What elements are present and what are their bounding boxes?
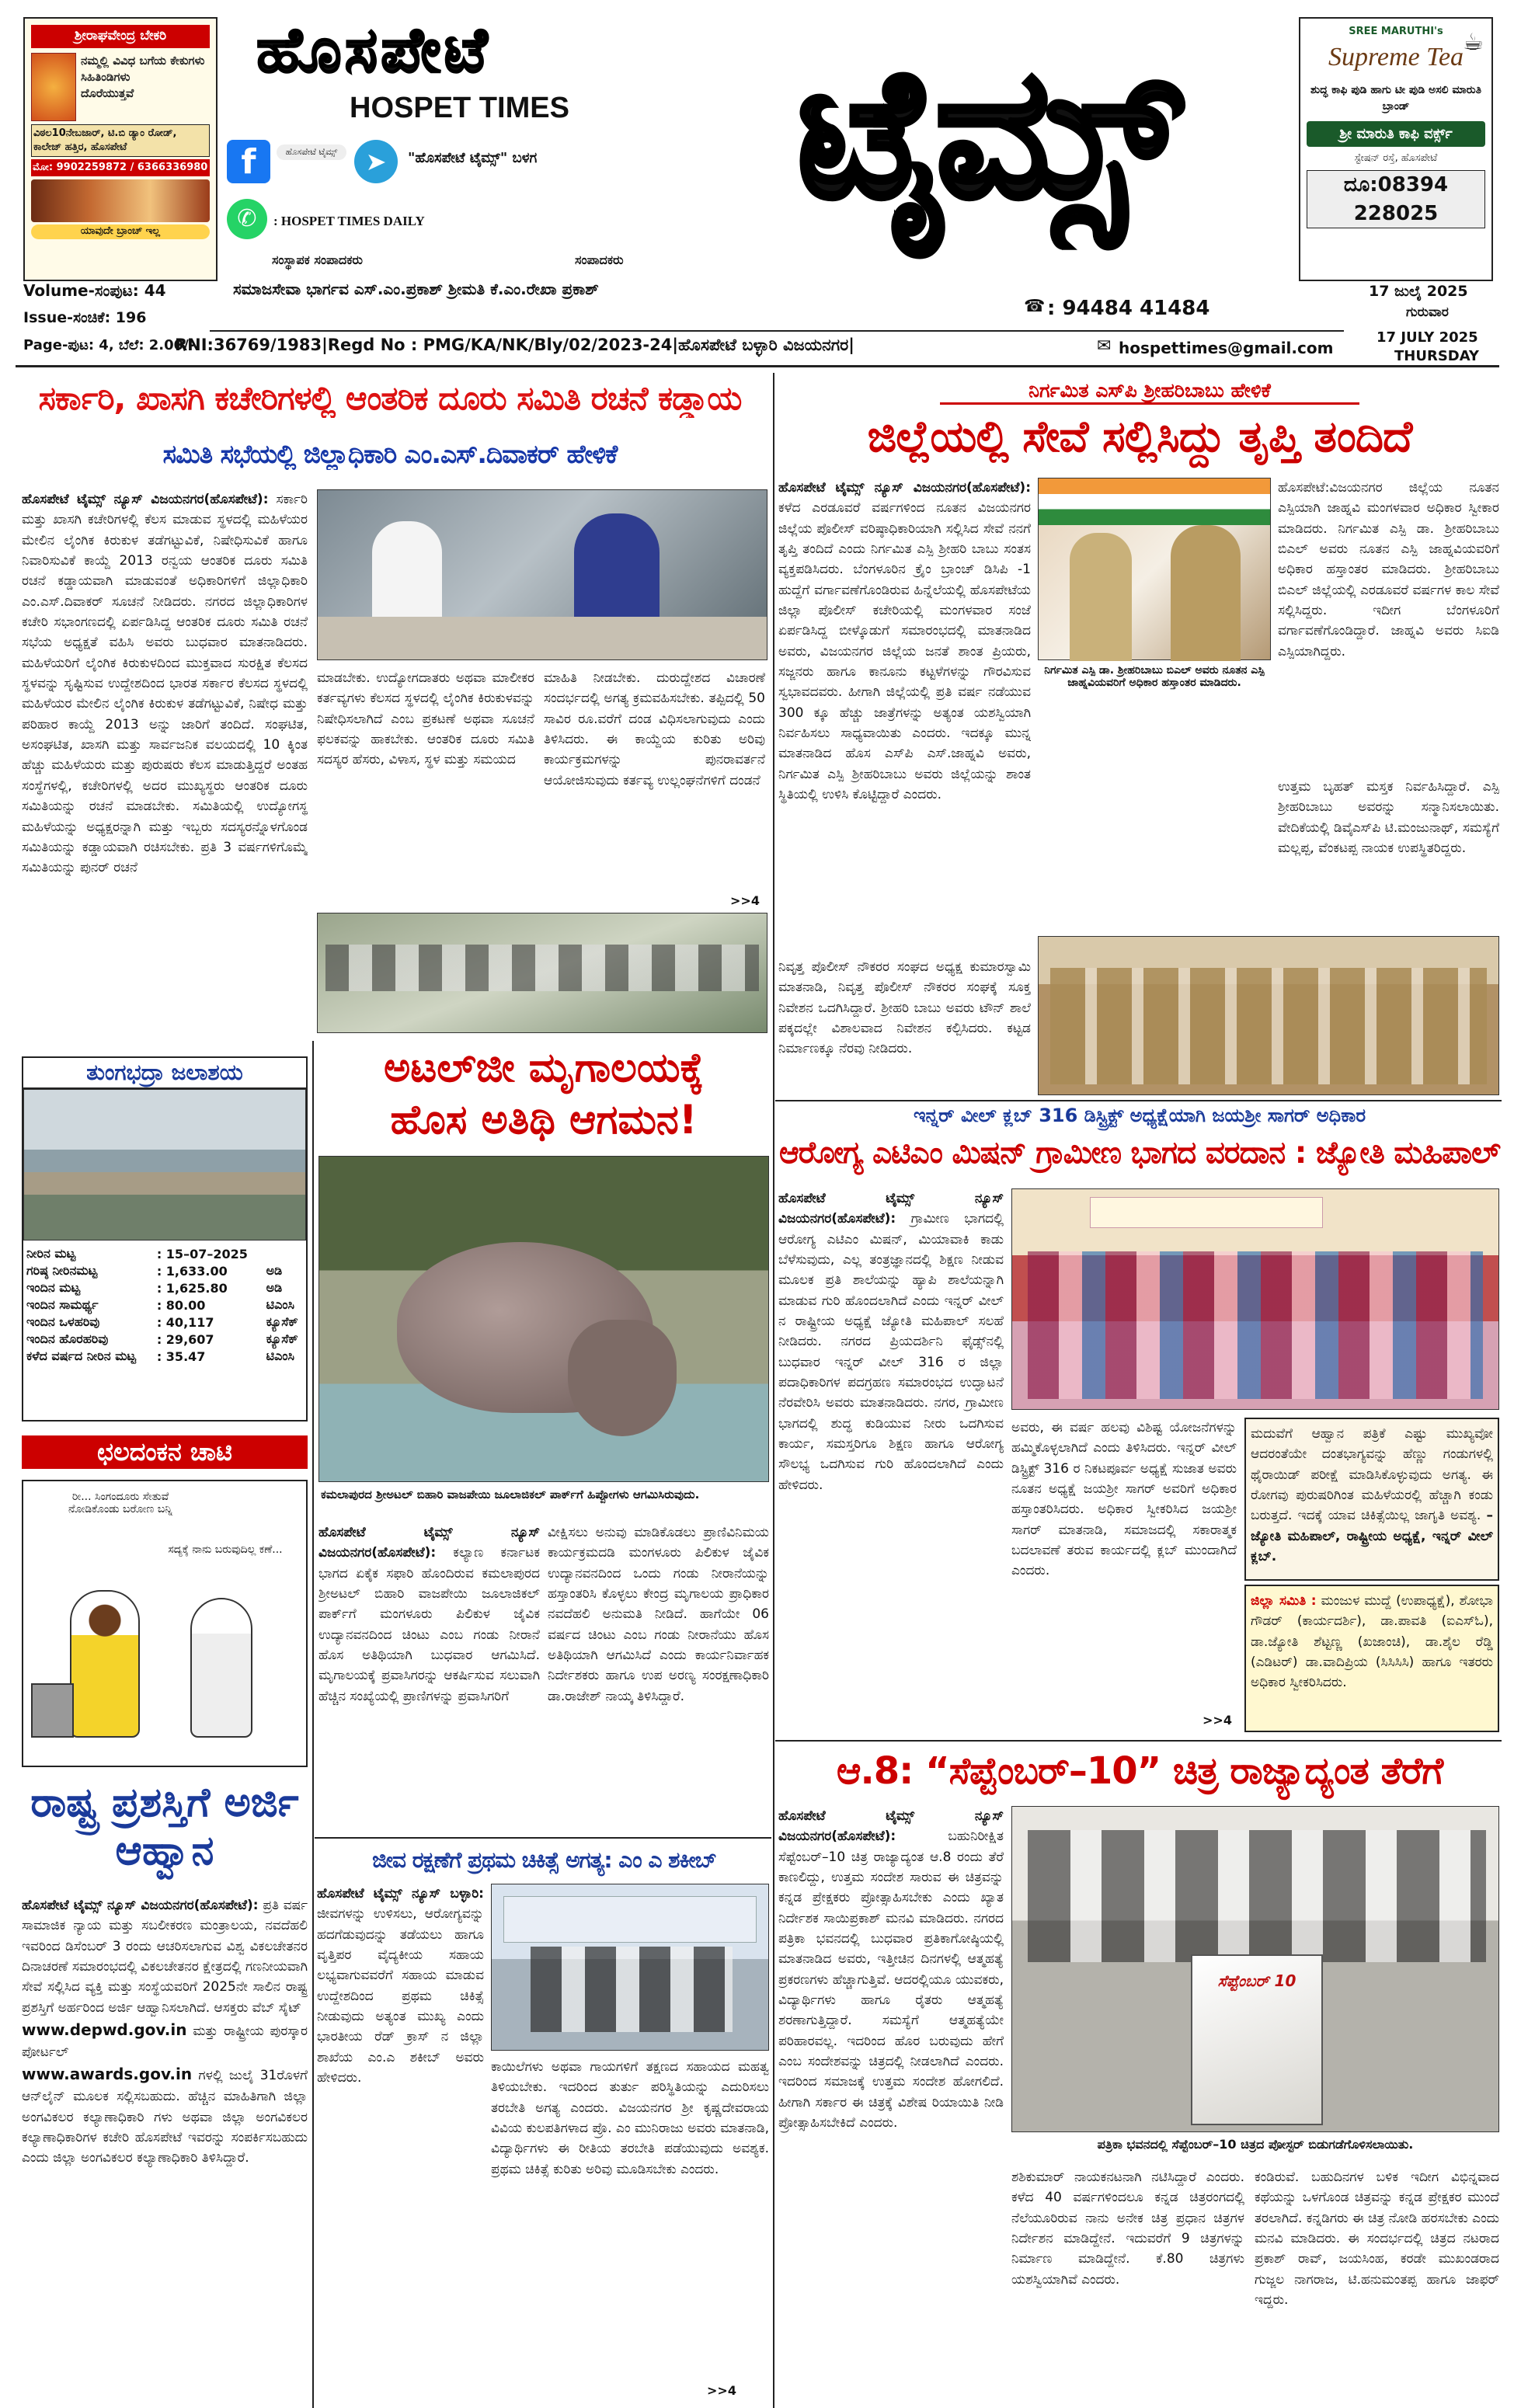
dam-label: ಗರಿಷ್ಠ ನೀರಿನಮಟ್ಟ xyxy=(26,1263,98,1278)
film-people xyxy=(1028,1830,1486,1962)
cartoon-man xyxy=(190,1598,252,1738)
club-headline: ಆರೋಗ್ಯ ಎಟಿಎಂ ಮಿಷನ್ ಗ್ರಾಮೀಣ ಭಾಗದ ವರದಾನ : ಜ್ಯೋತಿ ಮಹಿಪಾಲ್ xyxy=(779,1136,1500,1171)
column-divider-main xyxy=(773,373,774,2408)
dam-value: : 1,633.00 xyxy=(156,1263,228,1279)
film-poster xyxy=(1191,1954,1323,2125)
dam-row xyxy=(23,1296,306,1314)
firstaid-banner xyxy=(503,1896,757,1943)
coeditor-label: ಸಂಸ್ಥಾಪಕ ಸಂಪಾದಕರು xyxy=(272,252,363,267)
sp-byline: ಹೊಸಪೇಟೆ ಟೈಮ್ಸ್ ನ್ಯೂಸ್ ವಿಜಯನಗರ(ಹೊಸಪೇಟೆ): xyxy=(778,480,1031,496)
tea-brand: SREE MARUTHI's xyxy=(1349,26,1443,37)
tea-cup-icon: ☕ xyxy=(1463,29,1484,56)
masthead-big-title: ಟೈಮ್ಸ್ xyxy=(797,30,1176,238)
editors-line: ಸಮಾಜಸೇವಾ ಭಾರ್ಗವ ಎಸ್.ಎಂ.ಪ್ರಕಾಶ್ ಶ್ರೀಮತಿ ಕೆ.ಎಂ.ರೇಖಾ ಪ್ರಕಾಶ್ xyxy=(233,280,599,298)
club-body-col1 xyxy=(778,1188,1004,1732)
facebook-label[interactable]: ಹೊಸಪೇಟೆ ಟೈಮ್ಸ್ xyxy=(277,144,346,160)
club-banner xyxy=(1090,1197,1323,1228)
film-poster-title: ಸೆಪ್ಟೆಂಬರ್ 10 xyxy=(1217,1971,1296,1990)
bakery-desc: ನಮ್ಮಲ್ಲಿ ವಿವಿಧ ಬಗೆಯ ಕೇಕುಗಳು ಸಿಹಿತಿಂಡಿಗಳು xyxy=(81,53,205,84)
dam-row xyxy=(23,1331,306,1348)
sp-body-col1b: ನಿವೃತ್ತ ಪೊಲೀಸ್ ನೌಕರರ ಸಂಘದ ಅಧ್ಯಕ್ಷ ಕುಮಾರಸ್ವಾಮಿ ಮಾತನಾಡಿ, ನಿವೃತ್ತ ಪೊಲೀಸ್ ನೌಕರರ ಸಂಘಕ್ಕೆ ಸೂಕ್ತ ನಿವೇಶನ ಒದಗಿಸಿದ್ದಾರೆ. ಶ್ರೀಹರಿ ಬಾಬು ಅವರು ಟೌನ್ ಶಾಲೆ ಪಕ್ಕದಲ್ಲೇ ವಿಶಾಲವಾದ ನಿವೇಶನ ಕಲ್ಪಿಸಿದರು. ಕಟ್ಟಡ ನಿರ್ಮಾಣಕ್ಕೂ ನೆರವು ನೀಡಿದರು. xyxy=(778,959,1031,1057)
firstaid-body-col1 xyxy=(317,1884,484,2198)
zoo-caption: ಕಮಲಾಪುರದ ಶ್ರೀಅಟಲ್ ಬಿಹಾರಿ ವಾಜಪೇಯಿ ಜೂಲಾಜಿಕಲ್ ಪಾರ್ಕ್‌ಗೆ ಹಿಪ್ಪೋಗಳು ಆಗಮಿಸಿರುವುದು. xyxy=(318,1485,769,1504)
lead-body-col3: ಮಾಹಿತಿ ನೀಡಬೇಕು. ದುರುದ್ದೇಶದ ವಿಚಾರಣೆ ಸಂದರ್ಭದಲ್ಲಿ ಅಗತ್ಯ ಕ್ರಮವಹಿಸಬೇಕು. ತಪ್ಪಿದಲ್ಲಿ 50 ಸಾವಿರ ರೂ.ವರೆಗೆ ದಂಡ ವಿಧಿಸಲಾಗುವುದು ಎಂದು ತಿಳಿಸಿದರು. ಈ ಕಾಯ್ದೆಯ ಕುರಿತು ಅರಿವು ಕಾರ್ಯಕ್ರಮಗಳನ್ನು ಪುನರಾವರ್ತನೆ ಆಯೋಜಿಸುವುದು ಕರ್ತವ್ಯ ಉಲ್ಲಂಘನೆಗಳಿಗೆ ದಂಡನೆ xyxy=(544,670,765,788)
film-byline: ಹೊಸಪೇಟೆ ಟೈಮ್ಸ್ ನ್ಯೂಸ್ ವಿಜಯನಗರ(ಹೊಸಪೇಟೆ): xyxy=(778,1808,1004,1845)
dam-label: ಇಂದಿನ ಸಾಮರ್ಥ್ಯ xyxy=(26,1297,99,1312)
club-committee: ಮಂಜುಳ ಮುದ್ದೆ (ಉಪಾಧ್ಯಕ್ಷೆ), ಶೋಭಾ ಗೌಡರ್ (ಕಾರ್ಯದರ್ಶಿ), ಡಾ.ಪಾವತಿ (ಐಎಸ್ಓ), ಡಾ.ಜ್ಯೋತಿ ಶೆಟ್ಟಣ್ಣ (ಖಜಾಂಚಿ), ಡಾ.ಶೈಲ ರೆಡ್ಡಿ (ಎಡಿಟರ್) ಡಾ.ವಾದಿಪ್ರಿಯ (ಸಿಸಿಸಿಸಿ) ಹಾಗೂ ಇತರರು ಅಧಿಕಾರ ಸ್ವೀಕರಿಸಿದರು. xyxy=(1251,1593,1494,1691)
zoo-rule-bottom xyxy=(315,1837,771,1839)
issue: Issue-ಸಂಚಿಕೆ: 196 xyxy=(23,309,147,326)
tea-address: ಸ್ಟೇಷನ್ ರಸ್ತೆ, ಹೊಸಪೇಟೆ xyxy=(1354,151,1438,164)
cartoon-woman xyxy=(70,1590,140,1738)
zoo-body-col1 xyxy=(318,1522,540,1833)
bakery-ad xyxy=(23,17,218,281)
dam-value: : 40,117 xyxy=(156,1314,214,1330)
award-text: ಪ್ರತಿ ವರ್ಷ ಸಾಮಾಜಿಕ ನ್ಯಾಯ ಮತ್ತು ಸಬಲೀಕರಣ ಮಂತ್ರಾಲಯ, ನವದೆಹಲಿ ಇವರಿಂದ ಡಿಸೆಂಬರ್ 3 ರಂದು ಆಚರಿಸಲಾಗುವ ವಿಶ್ವ ವಿಕಲಚೇತನರ ದಿನಾಚರಣೆ ಸಮಾರಂಭದಲ್ಲಿ ವಿಕಲಚೇತನರ ಕ್ಷೇತ್ರದಲ್ಲಿ ಗಣನೀಯವಾಗಿ ಸೇವೆ ಸಲ್ಲಿಸಿದ ವ್ಯಕ್ತಿ ಮತ್ತು ಸಂಸ್ಥೆಯವರಿಗೆ 2025ನೇ ಸಾಲಿನ ರಾಷ್ಟ್ರ ಪ್ರಶಸ್ತಿಗೆ ಅರ್ಹರಿಂದ ಅರ್ಜಿ ಆಹ್ವಾನಿಸಲಾಗಿದೆ. ಆಸಕ್ತರು ವೆಬ್ ಸೈಟ್ xyxy=(22,1898,308,2016)
sp-side-col: ಹೊಸಪೇಟೆ:ವಿಜಯನಗರ ಜಿಲ್ಲೆಯ ನೂತನ ಎಸ್ಪಿಯಾಗಿ ಜಾಹ್ನವಿ ಮಂಗಳವಾರ ಅಧಿಕಾರ ಸ್ವೀಕಾರ ಮಾಡಿದರು. ನಿರ್ಗಮಿತ ಎಸ್ಪಿ ಡಾ. ಶ್ರೀಹರಿಬಾಬು ಬಿಎಲ್ ಅವರು ನೂತನ ಎಸ್ಪಿ ಜಾಹ್ನವಿಯವರಿಗೆ ಅಧಿಕಾರ ಹಸ್ತಾಂತರ ಮಾಡಿದರು. ಶ್ರೀಹರಿಬಾಬು ಬಿಎಲ್ ಜಿಲ್ಲೆಯಲ್ಲಿ ಎರಡೂವರೆ ವರ್ಷಗಳ ಕಾಲ ಸೇವೆ ಸಲ್ಲಿಸಿದ್ದರು. ಇದೀಗ ಬೆಂಗಳೂರಿಗೆ ವರ್ಗಾವಣೆಗೊಂಡಿದ್ದಾರೆ. ಜಾಹ್ನವಿ ಅವರು ಸಿಐಡಿ ಎಸ್ಪಿಯಾಗಿದ್ದರು. xyxy=(1278,480,1499,659)
column-divider-left xyxy=(312,1041,314,2408)
club-quote-box xyxy=(1244,1418,1499,1581)
dam-label: ಇಂದಿನ ಮಟ್ಟ xyxy=(26,1280,81,1295)
date-en: 17 JULY 2025 xyxy=(1377,329,1478,346)
award-headline: ರಾಷ್ಟ್ರ ಪ್ರಶಸ್ತಿಗೆ ಅರ್ಜಿ ಆಹ್ವಾನ xyxy=(30,1780,299,1875)
sp-officer-1 xyxy=(1070,533,1132,661)
bakery-phone: ಮೋ: 9902259872 / 6366336980 xyxy=(31,159,210,176)
sp-rule-bottom xyxy=(775,1100,1502,1101)
award-body xyxy=(22,1895,308,2400)
registration-line: RNI:36769/1983|Regd No : PMG/KA/NK/Bly/02/2023-24|ಹೊಸಪೇಟೆ ಬಳ್ಳಾರಿ ವಿಜಯನಗರ| xyxy=(175,336,854,354)
dam-value: : 29,607 xyxy=(156,1331,214,1347)
tea-shop: ಶ್ರೀ ಮಾರುತಿ ಕಾಫಿ ವರ್ಕ್ಸ್ xyxy=(1307,121,1485,147)
dam-unit: ಅಡಿ xyxy=(266,1263,283,1278)
sp-officer-2 xyxy=(1171,525,1241,661)
cartoon-stove xyxy=(31,1683,74,1738)
cartoon-panel xyxy=(22,1480,308,1767)
film-headline: ಆ.8: “ಸೆಪ್ಟೆಂಬರ್–10” ಚಿತ್ರ ರಾಜ್ಯಾದ್ಯಂತ ತೆರೆಗೆ xyxy=(836,1749,1443,1793)
zoo-byline: ಹೊಸಪೇಟೆ ಟೈಮ್ಸ್ ನ್ಯೂಸ್ ವಿಜಯನಗರ(ಹೊಸಪೇಟೆ): xyxy=(318,1525,540,1561)
whatsapp-icon[interactable]: ✆ xyxy=(227,199,267,239)
day-kn: ಗುರುವಾರ xyxy=(1406,304,1449,320)
dam-box xyxy=(22,1056,308,1421)
tea-name: Supreme Tea xyxy=(1328,43,1464,72)
sp-flag xyxy=(1039,478,1270,525)
dam-value: : 15–07–2025 xyxy=(156,1246,248,1261)
zoo-hippo-head xyxy=(568,1320,677,1436)
club-people xyxy=(1028,1251,1483,1399)
sp-photo-handover xyxy=(1038,478,1271,660)
award-mid: ಮತ್ತು ರಾಷ್ಟ್ರೀಯ ಪುರಸ್ಕಾರ ಪೋರ್ಟಲ್ xyxy=(22,2023,308,2061)
club-rule-bottom xyxy=(775,1740,1502,1742)
dam-label: ಕಳೆದ ವರ್ಷದ ನೀರಿನ ಮಟ್ಟ xyxy=(26,1348,137,1363)
film-caption: ಪತ್ರಿಕಾ ಭವನದಲ್ಲಿ ಸೆಪ್ಟೆಂಬರ್–10 ಚಿತ್ರದ ಪೋಸ್ಟರ್ ಬಿಡುಗಡೆಗೊಳಿಸಲಾಯಿತು. xyxy=(1011,2135,1499,2155)
zoo-headline-2: ಹೊಸ ಅತಿಥಿ ಆಗಮನ! xyxy=(390,1097,698,1143)
film-body: ಬಹುನಿರೀಕ್ಷಿತ ಸೆಪ್ಟೆಂಬರ್–10 ಚಿತ್ರ ರಾಜ್ಯಾದ್ಯಂತ ಆ.8 ರಂದು ತೆರೆ ಕಾಣಲಿದ್ದು, ಉತ್ತಮ ಸಂದೇಶ ಸಾರುವ ಈ ಚಿತ್ರವನ್ನು ಕನ್ನಡ ಪ್ರೇಕ್ಷಕರು ಪ್ರೋತ್ಸಾಹಿಸಬೇಕು ಎಂದು ಖ್ಯಾತ ನಿರ್ದೇಶಕ ಸಾಯಿಪ್ರಕಾಶ್ ಮನವಿ ಮಾಡಿದರು. ನಗರದ ಪತ್ರಿಕಾ ಭವನದಲ್ಲಿ ಬುಧವಾರ ಪ್ರತಿಕಾಗೋಷ್ಠಿಯಲ್ಲಿ ಮಾತನಾಡಿದ ಅವರು, ಇತ್ತೀಚಿನ ದಿನಗಳಲ್ಲಿ ಆತ್ಮಹತ್ಯೆ ಪ್ರಕರಣಗಳು ಹೆಚ್ಚಾಗುತ್ತಿವೆ. ಆದರಲ್ಲಿಯೂ ಯುವಕರು, ವಿದ್ಯಾರ್ಥಿಗಳು ಹಾಗೂ ರೈತರು ಆತ್ಮಹತ್ಯೆ ಶರಣಾಗುತ್ತಿದ್ದಾರೆ. ಸಮಸ್ಯೆಗೆ ಆತ್ಮಹತ್ಯೆಯೇ ಪರಿಹಾರವಲ್ಲ. ಇದರಿಂದ ಹೊರ ಬರುವುದು ಹೇಗೆ ಎಂಬ ಸಂದೇಶವನ್ನು ಚಿತ್ರದಲ್ಲಿ ನೀಡಲಾಗಿದೆ ಎಂದರು. ಇದರಿಂದ ಸಮಾಜಕ್ಕೆ ಉತ್ತಮ ಸಂದೇಶ ಹೋಗಲಿದೆ. ಹೀಗಾಗಿ ಸರ್ಕಾರ ಈ ಚಿತ್ರಕ್ಕೆ ವಿಶೇಷ ರಿಯಾಯಿತಿ ನೀಡಿ ಪ್ರೋತ್ಸಾಹಿಸಬೇಕಿದೆ ಎಂದರು. xyxy=(778,1829,1004,2131)
dam-value: : 35.47 xyxy=(156,1348,206,1364)
zoo-body: ಕಲ್ಯಾಣ ಕರ್ನಾಟಕ ಭಾಗದ ಏಕೈಕ ಸಫಾರಿ ಹೊಂದಿರುವ ಕಮಲಾಪುರದ ಶ್ರೀಅಟಲ್ ಬಿಹಾರಿ ವಾಜಪೇಯಿ ಜೂಲಾಜಿಕಲ್ ಪಾರ್ಕ್‌ಗೆ ಮಂಗಳೂರು ಪಿಲಿಕುಳ ಜೈವಿಕ ಉದ್ಯಾನವನದಿಂದ ಚಿಂಟು ಎಂಬ ಗಂಡು ನೀರಾನೆ ಹೊಸ ಅತಿಥಿಯಾಗಿ ಬುಧವಾರ ಆಗಮಿಸಿದೆ. ಮೃಗಾಲಯಕ್ಕೆ ಪ್ರವಾಸಿಗರನ್ನು ಆಕರ್ಷಿಸುವ ಸಲುವಾಗಿ ಹೆಚ್ಚಿನ ಸಂಖ್ಯೆಯಲ್ಲಿ ಪ್ರಾಣಿಗಳನ್ನು ಪ್ರವಾಸಿಗರಿಗೆ xyxy=(318,1545,540,1704)
masthead-rule-bottom xyxy=(16,365,1499,367)
film-photo xyxy=(1011,1806,1499,2132)
cartoon-speech-2: ಸದ್ಯಕ್ಕೆ ನಾನು ಬರುವುದಿಲ್ಲ ಕಣೆ... xyxy=(168,1543,283,1556)
dam-label: ಇಂದಿನ ಹೊರಹರಿವು xyxy=(26,1331,109,1346)
dam-unit: ಕ್ಯೂಸೆಕ್ xyxy=(266,1331,298,1346)
bakery-tag: ಯಾವುದೇ ಬ್ರಾಂಚ್ ಇಲ್ಲ xyxy=(31,224,210,238)
award-website-1[interactable]: www.depwd.gov.in xyxy=(22,2020,187,2040)
sp-headline: ಜಿಲ್ಲೆಯಲ್ಲಿ ಸೇವೆ ಸಲ್ಲಿಸಿದ್ದು ತೃಪ್ತಿ ತಂದಿದೆ xyxy=(867,412,1412,462)
lead-photo-meeting xyxy=(317,489,767,660)
dam-value: : 1,625.80 xyxy=(156,1280,228,1296)
zoo-headline-1: ಅಟಲ್‌ಜೀ ಮೃಗಾಲಯಕ್ಕೆ xyxy=(384,1045,704,1091)
dam-label: ಇಂದಿನ ಒಳಹರಿವು xyxy=(26,1314,100,1329)
bakery-logo xyxy=(31,53,76,121)
day-en: THURSDAY xyxy=(1394,348,1479,364)
sp-side-col2: ಉತ್ತಮ ಬೃಹತ್ ಮಸ್ತಕ ನಿರ್ವಹಿಸಿದ್ದಾರೆ. ಎಸ್ಪಿ ಶ್ರೀಹರಿಬಾಬು ಅವರನ್ನು ಸನ್ಮಾನಿಸಲಾಯಿತು. ವೇದಿಕೆಯಲ್ಲಿ ಡಿವೈಎಸ್‌ಪಿ ಟಿ.ಮಂಜುನಾಥ್, ಸಮಸ್ಯೆಗೆ ಮಲ್ಲಪ್ಪ, ವೆಂಕಟಪ್ಪ ನಾಯಕ ಉಪಸ್ಥಿತರಿದ್ದರು. xyxy=(1278,779,1499,857)
dam-unit: ಟಿಎಂಸಿ xyxy=(266,1348,294,1363)
dam-label: ನೀರಿನ ಮಟ್ಟ xyxy=(26,1246,76,1261)
tea-phone: ದೂ:08394 228025 xyxy=(1307,170,1485,228)
phone-icon: ☎ xyxy=(1024,297,1046,316)
lead-body-col1 xyxy=(22,489,308,1049)
firstaid-people xyxy=(531,1947,733,2032)
lead-audience-rows xyxy=(325,945,759,991)
zoo-body-col2: ವೀಕ್ಷಿಸಲು ಅನುವು ಮಾಡಿಕೊಡಲು ಪ್ರಾಣಿವಿನಿಮಯ ಕಾರ್ಯಕ್ರಮದಡಿ ಮಂಗಳೂರು ಪಿಲಿಕುಳ ಜೈವಿಕ ಉದ್ಯಾನವನದಿಂದ ಒಂದು ಗಂಡು ನೀರಾನೆಯನ್ನು ಹಸ್ತಾಂತರಿಸಿ ಕೊಳ್ಳಲು ಕೇಂದ್ರ ಮೃಗಾಲಯ ಪ್ರಾಧಿಕಾರ ನವದೆಹಲಿ ಅನುಮತಿ ನೀಡಿದೆ. ಹಾಗೆಯೇ 06 ವರ್ಷದ ಚಿಂಟು ಎಂಬ ಗಂಡು ನೀರಾನೆಯು ಹೊಸ ಅತಿಥಿಯಾಗಿ ಆಗಮಿಸಿದೆ ಎಂದು ಕಾರ್ಯನಿರ್ವಾಹಕ ನಿರ್ದೇಶಕರು ಹಾಗೂ ಉಪ ಅರಣ್ಯ ಸಂರಕ್ಷಣಾಧಿಕಾರಿ ಡಾ.ರಾಜೇಶ್ ನಾಯ್ಕ ತಿಳಿಸಿದ್ದಾರೆ. xyxy=(548,1525,769,1704)
lead-body: ಸರ್ಕಾರಿ ಮತ್ತು ಖಾಸಗಿ ಕಚೇರಿಗಳಲ್ಲಿ ಕೆಲಸ ಮಾಡುವ ಸ್ಥಳದಲ್ಲಿ ಮಹಿಳೆಯರ ಮೇಲಿನ ಲೈಂಗಿಕ ಕಿರುಕುಳ ತಡೆಗಟ್ಟುವಿಕೆ, ನಿಷೇಧಿಸುವಿಕೆ ಹಾಗೂ ನಿವಾರಿಸುವಿಕೆ ಕಾಯ್ದೆ 2013 ರನ್ವಯ ಆಂತರಿಕ ದೂರು ಸಮಿತಿ ರಚನೆ ಕಡ್ಡಾಯವಾಗಿ ಮಾಡುವಂತೆ ಅಧಿಕಾರಿಗಳಿಗೆ ಜಿಲ್ಲಾಧಿಕಾರಿ ಎಂ.ಎಸ್.ದಿವಾಕರ್ ಸೂಚನೆ ನೀಡಿದರು. ನಗರದ ಜಿಲ್ಲಾಧಿಕಾರಿಗಳ ಕಚೇರಿ ಸಭಾಂಗಣದಲ್ಲಿ ಏರ್ಪಡಿಸಿದ್ದ ಆಂತರಿಕ ದೂರು ಸಮಿತಿ ರಚನೆ ಸಭೆಯ ಅಧ್ಯಕ್ಷತೆ ವಹಿಸಿ ಅವರು ಬುಧವಾರ ಮಾತನಾಡಿದರು. ಮಹಿಳೆಯರಿಗೆ ಲೈಂಗಿಕ ಕಿರುಕುಳದಿಂದ ಮುಕ್ತವಾದ ಸುರಕ್ಷಿತ ಕೆಲಸದ ಸ್ಥಳವನ್ನು ಸೃಷ್ಟಿಸುವ ಉದ್ದೇಶದಿಂದ ಭಾರತ ಸರ್ಕಾರ ಕೆಲಸದ ಸ್ಥಳದಲ್ಲಿ ಮಹಿಳೆಯರ ಮೇಲಿನ ಲೈಂಗಿಕ ಕಿರುಕುಳ ತಡೆಗಟ್ಟುವಿಕೆ, ನಿಷೇಧ ಮತ್ತು ಪರಿಹಾರ ಕಾಯ್ದೆ 2013 ಅನ್ನು ಜಾರಿಗೆ ತಂದಿದೆ. ಸಂಘಟಿತ, ಅಸಂಘಟಿತ, ಖಾಸಗಿ ಮತ್ತು ಸಾರ್ವಜನಿಕ ವಲಯದಲ್ಲಿ 10 ಕ್ಕಿಂತ ಹೆಚ್ಚು ಮಹಿಳೆಯರು ಮತ್ತು ಪುರುಷರು ಕೆಲಸ ಮಾಡುತ್ತಿದ್ದರೆ ಅಂತಹ ಸಂಸ್ಥೆಗಳಲ್ಲಿ, ಕಚೇರಿಗಳಲ್ಲಿ ಅದರ ಮುಖ್ಯಸ್ಥರು ಆಂತರಿಕ ದೂರು ಸಮಿತಿಯನ್ನು ರಚನೆ ಮಾಡಬೇಕು. ಸಮಿತಿಯಲ್ಲಿ ಉದ್ಯೋಗಸ್ಥ ಮಹಿಳೆಯನ್ನು ಅಧ್ಯಕ್ಷರನ್ನಾಗಿ ಮತ್ತು ಇಬ್ಬರು ಸದಸ್ಯರನ್ನೊಳಗೊಂಡ ಸಮಿತಿಯನ್ನು ಕಡ್ಡಾಯವಾಗಿ ರಚಿಸಬೇಕು. ಪ್ರತಿ 3 ವರ್ಷಗಳಿಗೊಮ್ಮೆ ಸಮಿತಿಯನ್ನು ಪುನರ್ ರಚನೆ xyxy=(22,492,308,876)
dam-table xyxy=(23,1245,306,1365)
club-photo xyxy=(1011,1188,1499,1410)
award-website-2[interactable]: www.awards.gov.in xyxy=(22,2065,193,2084)
editor-label: ಸಂಪಾದಕರು xyxy=(575,252,624,267)
bakery-desc2: ದೊರೆಯುತ್ತವೆ xyxy=(81,85,134,100)
award-byline: ಹೊಸಪೇಟೆ ಟೈಮ್ಸ್ ನ್ಯೂಸ್ ವಿಜಯನಗರ(ಹೊಸಪೇಟೆ): xyxy=(22,1898,259,1913)
masthead-title-kn: ಹೊಸಪೇಟೆ xyxy=(256,14,491,86)
dam-title: ತುಂಗಭದ್ರಾ ಜಲಾಶಯ xyxy=(23,1058,306,1089)
firstaid-byline: ಹೊಸಪೇಟೆ ಟೈಮ್ಸ್ ನ್ಯೂಸ್ ಬಳ್ಳಾರಿ: xyxy=(317,1886,484,1902)
film-body-col2: ಶಶಿಕುಮಾರ್ ನಾಯಕನಟನಾಗಿ ನಟಿಸಿದ್ದಾರೆ ಎಂದರು. ಕಳೆದ 40 ವರ್ಷಗಳಿಂದಲೂ ಕನ್ನಡ ಚಿತ್ರರಂಗದಲ್ಲಿ ನೆಲೆಯೂರಿರುವ ನಾನು ಅನೇಕ ಚಿತ್ರ ಪ್ರಧಾನ ಚಿತ್ರಗಳ ನಿರ್ದೇಶನ ಮಾಡಿದ್ದೇನೆ. ಇದುವರೆಗೆ 9 ಚಿತ್ರಗಳನ್ನು ನಿರ್ಮಾಣ ಮಾಡಿದ್ದೇನೆ. ಕೆ.80 ಚಿತ್ರಗಳು ಯಶಸ್ವಿಯಾಗಿವೆ ಎಂದರು. xyxy=(1011,2170,1244,2288)
tea-desc: ಶುದ್ಧ ಕಾಫಿ ಪುಡಿ ಹಾಗು ಟೀ ಪುಡಿ ಅಸಲಿ ಮಾರುತಿ ಬ್ರಾಂಡ್ xyxy=(1310,83,1482,113)
pages: Page-ಪುಟ: 4, ಬೆಲೆ: 2.00/- xyxy=(23,337,195,353)
telegram-icon[interactable]: ➤ xyxy=(354,140,398,183)
sp-group-people xyxy=(1050,968,1487,1084)
tea-ad xyxy=(1299,17,1493,281)
masthead-title-en: HOSPET TIMES xyxy=(350,92,569,124)
cartoon-speech-1: ರೀ... ಸಿಂಗಂದೂರು ಸೇತುವೆ ನೋಡಿಕೊಂಡು ಬರೋಣ ಬನ್ನಿ xyxy=(68,1491,172,1515)
film-body-col3: ಕಂಡಿರುವೆ. ಬಹುದಿನಗಳ ಬಳಿಕ ಇದೀಗ ವಿಭಿನ್ನವಾದ ಕಥೆಯನ್ನು ಒಳಗೊಂಡ ಚಿತ್ರವನ್ನು ಕನ್ನಡ ಪ್ರೇಕ್ಷಕರ ಮುಂದೆ ತರಲಾಗಿದೆ. ಕನ್ನಡಿಗರು ಈ ಚಿತ್ರ ನೋಡಿ ಹರಸಬೇಕು ಎಂದು ಮನವಿ ಮಾಡಿದರು. ಈ ಸಂದರ್ಭದಲ್ಲಿ ಚಿತ್ರದ ನಟರಾದ ಪ್ರಕಾಶ್ ರಾವ್, ಜಯಸಿಂಹ, ಕರಡೇ ಮುಖಂಡರಾದ ಗುಜ್ಜಲ ನಾಗರಾಜ, ಟಿ.ಹನುಮಂತಪ್ಪ ಹಾಗೂ ಜಾಫರ್ ಇದ್ದರು. xyxy=(1255,2170,1499,2309)
phone: : 94484 41484 xyxy=(1047,297,1210,320)
lead-continued: >>4 xyxy=(730,893,760,908)
firstaid-continued: >>4 xyxy=(707,2383,736,2398)
dam-unit: ಟಿಎಂಸಿ xyxy=(266,1297,294,1312)
whatsapp-label[interactable]: : HOSPET TIMES DAILY xyxy=(273,214,425,228)
firstaid-body: ಜೀವಗಳನ್ನು ಉಳಿಸಲು, ಆರೋಗ್ಯವನ್ನು ಹದಗೆಡುವುದನ್ನು ತಡೆಯಲು ಹಾಗೂ ವೃತ್ತಿಪರ ವೈದ್ಯಕೀಯ ಸಹಾಯ ಲಭ್ಯವಾಗುವವರೆಗೆ ಸಹಾಯ ಮಾಡುವ ಉದ್ದೇಶದಿಂದ ಪ್ರಥಮ ಚಿಕಿತ್ಸೆ ನೀಡುವುದು ಅತ್ಯಂತ ಮುಖ್ಯ ಎಂದು ಭಾರತೀಯ ರೆಡ್ ಕ್ರಾಸ್ ನ ಜಿಲ್ಲಾ ಶಾಖೆಯ ಎಂ.ಎ ಶಕೀಬ್ ಅವರು ಹೇಳಿದರು. xyxy=(317,1906,484,2086)
sp-kicker: ನಿರ್ಗಮಿತ ಎಸ್‌ಪಿ ಶ್ರೀಹರಿಬಾಬು ಹೇಳಿಕೆ xyxy=(940,379,1359,405)
dam-unit: ಅಡಿ xyxy=(266,1280,283,1295)
bakery-name: ಶ್ರೀರಾಘವೇಂದ್ರ ಬೇಕರಿ xyxy=(31,25,210,48)
dam-unit xyxy=(263,1245,306,1262)
club-kicker: ಇನ್ನರ್ ವೀಲ್ ಕ್ಲಬ್ 316 ಡಿಸ್ಟ್ರಿಕ್ಟ್ ಅಧ್ಯಕ್ಷೆಯಾಗಿ ಜಯಶ್ರೀ ಸಾಗರ್ ಅಧಿಕಾರ xyxy=(913,1105,1366,1126)
lead-body-col2: ಮಾಡಬೇಕು. ಉದ್ಯೋಗದಾತರು ಅಥವಾ ಮಾಲೀಕರ ಕರ್ತವ್ಯಗಳು ಕೆಲಸದ ಸ್ಥಳದಲ್ಲಿ ಲೈಂಗಿಕ ಕಿರುಕುಳವನ್ನು ನಿಷೇಧಿಸಲಾಗಿದೆ ಎಂಬ ಪ್ರಕಟಣೆ ಅಥವಾ ಸೂಚನೆ ಫಲಕವನ್ನು ಹಾಕಬೇಕು. ಆಂತರಿಕ ದೂರು ಸಮಿತಿ ಸದಸ್ಯರ ಹೆಸರು, ವಿಳಾಸ, ಸ್ಥಳ ಮತ್ತು ಸಮಯದ xyxy=(317,670,534,768)
zoo-photo-hippo xyxy=(318,1156,769,1482)
lead-photo-audience xyxy=(317,913,767,1033)
sp-body: ಕಳೆದ ಎರಡೂವರೆ ವರ್ಷಗಳಿಂದ ನೂತನ ವಿಜಯನಗರ ಜಿಲ್ಲೆಯ ಪೊಲೀಸ್ ವರಿಷ್ಠಾಧಿಕಾರಿಯಾಗಿ ಸಲ್ಲಿಸಿದ ಸೇವೆ ನನಗೆ ತೃಪ್ತಿ ತಂದಿದೆ ಎಂದು ನಿರ್ಗಮಿತ ಎಸ್ಪಿ ಶ್ರೀಹರಿ ಬಾಬು ಸಂತಸ ವ್ಯಕ್ತಪಡಿಸಿದರು. ಬೆಂಗಳೂರಿನ ಕ್ರೈಂ ಬ್ರಾಂಚ್ ಡಿಸಿಪಿ -1 ಹುದ್ದೆಗೆ ವರ್ಗಾವಣೆಗೊಂಡಿರುವ ಹಿನ್ನೆಲೆಯಲ್ಲಿ ಹೊಸಪೇಟೆಯ ಜಿಲ್ಲಾ ಪೊಲೀಸ್ ಕಚೇರಿಯಲ್ಲಿ ಮಂಗಳವಾರ ಸಂಜೆ ಏರ್ಪಡಿಸಿದ್ದ ಬೀಳ್ಕೊಡುಗೆ ಸಮಾರಂಭದಲ್ಲಿ ಮಾತನಾಡಿದ ಅವರು, ವಿಜಯನಗರ ಜಿಲ್ಲೆಯ ಜನತೆ ಶಾಂತ ಪ್ರಿಯರು, ಸಜ್ಜನರು ಹಾಗೂ ಕಾನೂನು ಕಟ್ಟಳೆಗಳನ್ನು ಗೌರವಿಸುವ ಸ್ವಭಾವದವರು. ಹೀಗಾಗಿ ಜಿಲ್ಲೆಯಲ್ಲಿ ಪ್ರತಿ ವರ್ಷ ನಡೆಯುವ 300 ಕ್ಕೂ ಹೆಚ್ಚು ಜಾತ್ರೆಗಳನ್ನು ಅತ್ಯಂತ ಯಶಸ್ವಿಯಾಗಿ ನಿರ್ವಹಿಸಲು ಸಾಧ್ಯವಾಯಿತು ಎಂದರು. ಇದಕ್ಕೂ ಮುನ್ನ ಮಾತನಾಡಿದ ಹೊಸ ಎಸ್‌ಪಿ ಎಸ್.ಜಾಹ್ನವಿ ಅವರು, ನಿರ್ಗಮಿತ ಎಸ್ಪಿ ಶ್ರೀಹರಿಬಾಬು ಅವರು ಜಿಲ್ಲೆಯನ್ನು ಶಾಂತ ಸ್ಥಿತಿಯಲ್ಲಿ ಉಳಿಸಿ ಕೊಟ್ಟಿದ್ದಾರೆ ಎಂದರು. xyxy=(778,500,1031,803)
cartoon-title: ಛಲದಂಕನ ಚಾಟಿ xyxy=(22,1435,308,1469)
mail-icon: ✉ xyxy=(1097,336,1112,356)
lead-photo-table xyxy=(318,617,767,659)
club-quote-sign: – ಜ್ಯೋತಿ ಮಹಿಪಾಲ್, ರಾಷ್ಟ್ರೀಯ ಅಧ್ಯಕ್ಷೆ, ಇನ್ನರ್ ವೀಲ್ ಕ್ಲಬ್. xyxy=(1251,1508,1494,1565)
dam-row xyxy=(23,1262,306,1279)
club-byline: ಹೊಸಪೇಟೆ ಟೈಮ್ಸ್ ನ್ಯೂಸ್ ವಿಜಯನಗರ(ಹೊಸಪೇಟೆ): xyxy=(778,1191,1004,1227)
award-tail: ಗಳಲ್ಲಿ ಜುಲೈ 31ರೊಳಗೆ ಆನ್‌ಲೈನ್ ಮೂಲಕ ಸಲ್ಲಿಸಬಹುದು. ಹೆಚ್ಚಿನ ಮಾಹಿತಿಗಾಗಿ ಜಿಲ್ಲಾ ಅಂಗವಿಕಲರ ಕಲ್ಯಾಣಾಧಿಕಾರಿ ಗಳು ಅಥವಾ ಜಿಲ್ಲಾ ಅಂಗವಿಕಲರ ಕಲ್ಯಾಣಾಧಿಕಾರಿಗಳ ಕಚೇರಿ ಹೊಸಪೇಟೆ ಇವರನ್ನು ಸಂಪರ್ಕಿಸಬಹುದು ಎಂದು ಜಿಲ್ಲಾ ಅಂಗವಿಕಲರ ಕಲ್ಯಾಣಾಧಿಕಾರಿ ತಿಳಿಸಿದ್ದಾರೆ. xyxy=(22,2068,308,2166)
club-committee-box xyxy=(1244,1585,1499,1732)
bakery-address: ವಿಠಲ10ನೇಬಜಾರ್, ಟಿ.ಬಿ ಡ್ಯಾಂ ರೋಡ್, ಕಾಲೇಜ್ ಹತ್ತಿರ, ಹೊಸಪೇಟೆ xyxy=(31,124,210,157)
dam-row xyxy=(23,1348,306,1365)
club-quote: ಮದುವೆಗೆ ಆಹ್ವಾನ ಪತ್ರಿಕೆ ಎಷ್ಟು ಮುಖ್ಯವೋ ಆದರಂತೆಯೇ ದಂತಭಾಗ್ಯವನ್ನು ಹೆಣ್ಣು ಗಂಡುಗಳಲ್ಲಿ ಥೈರಾಯಿಡ್ ಪರೀಕ್ಷೆ ಮಾಡಿಸಿಕೊಳ್ಳುವುದು ಅಗತ್ಯ. ಈ ರೋಗವು ಪುರುಷರಿಗಿಂತ ಮಹಿಳೆಯರಲ್ಲಿ ಹೆಚ್ಚಾಗಿ ಕಂಡು ಬರುತ್ತದೆ. ಇದಕ್ಕೆ ಯಾವ ಚಿಕಿತ್ಸೆಯಿಲ್ಲ ಜಾಗೃತಿ ಅವಶ್ಯ. xyxy=(1251,1426,1493,1524)
firstaid-photo xyxy=(491,1884,769,2051)
volume: Volume-ಸಂಪುಟ: 44 xyxy=(23,281,166,300)
club-body-col2: ಅವರು, ಈ ವರ್ಷ ಹಲವು ವಿಶಿಷ್ಟ ಯೋಜನೆಗಳನ್ನು ಹಮ್ಮಿಕೊಳ್ಳಲಾಗಿದೆ ಎಂದು ತಿಳಿಸಿದರು. ಇನ್ನರ್ ವೀಲ್ ಡಿಸ್ಟ್ರಿಕ್ಟ್ 316 ರ ನಿಕಟಪೂರ್ವ ಅಧ್ಯಕ್ಷೆ ಸುಜಾತ ಅವರು ನೂತನ ಅಧ್ಯಕ್ಷೆ ಜಯಶ್ರೀ ಸಾಗರ್ ಅವರಿಗೆ ಅಧಿಕಾರ ಹಸ್ತಾಂತರಿಸಿದರು. ಅಧಿಕಾರ ಸ್ವೀಕರಿಸಿದ ಜಯಶ್ರೀ ಸಾಗರ್ ಮಾತನಾಡಿ, ಸಮಾಜದಲ್ಲಿ ಸಕಾರಾತ್ಮಕ ಬದಲಾವಣೆ ತರುವ ಕಾರ್ಯದಲ್ಲಿ ಕ್ಲಬ್ ಮುಂದಾಗಿದೆ ಎಂದರು. xyxy=(1011,1420,1237,1579)
firstaid-body-col2: ಕಾಯಿಲೆಗಳು ಅಥವಾ ಗಾಯಗಳಿಗೆ ತಕ್ಷಣದ ಸಹಾಯದ ಮಹತ್ವ ತಿಳಿಯಬೇಕು. ಇದರಿಂದ ತುರ್ತು ಪರಿಸ್ಥಿತಿಯನ್ನು ಎದುರಿಸಲು ತರಬೇತಿ ಅಗತ್ಯ ಎಂದರು. ವಿಜಯನಗರ ಶ್ರೀ ಕೃಷ್ಣದೇವರಾಯ ವಿವಿಯ ಕುಲಪತಿಗಳಾದ ಪ್ರೊ. ಎಂ ಮುನಿರಾಜು ಅವರು ಮಾತನಾಡಿ, ವಿದ್ಯಾರ್ಥಿಗಳು ಈ ರೀತಿಯ ತರಬೇತಿ ಪಡೆಯುವುದು ಅವಶ್ಯಕ. ಪ್ರಥಮ ಚಿಕಿತ್ಸೆ ಕುರಿತು ಅರಿವು ಮೂಡಿಸಬೇಕು ಎಂದರು. xyxy=(491,2059,769,2177)
bakery-cakes-photo xyxy=(31,179,210,222)
dam-photo xyxy=(23,1089,306,1241)
sp-body-col1 xyxy=(778,478,1031,952)
firstaid-headline: ಜೀವ ರಕ್ಷಣೆಗೆ ಪ್ರಥಮ ಚಿಕಿತ್ಸೆ ಅಗತ್ಯ: ಎಂ ಎ ಶಕೀಬ್ xyxy=(372,1847,716,1873)
lead-byline: ಹೊಸಪೇಟೆ ಟೈಮ್ಸ್ ನ್ಯೂಸ್ ವಿಜಯನಗರ(ಹೊಸಪೇಟೆ): xyxy=(22,492,269,507)
telegram-label[interactable]: "ಹೊಸಪೇಟೆ ಟೈಮ್ಸ್" ಬಳಗ xyxy=(408,150,538,166)
film-body-col1b xyxy=(778,2152,1004,2400)
dam-unit: ಕ್ಯೂಸೆಕ್ xyxy=(266,1314,298,1329)
dam-row xyxy=(23,1245,306,1262)
dam-row xyxy=(23,1314,306,1331)
dam-row xyxy=(23,1279,306,1296)
facebook-icon[interactable]: f xyxy=(227,140,270,183)
sp-photo-group xyxy=(1038,936,1499,1095)
sp-caption: ನಿರ್ಗಮಿತ ಎಸ್ಪಿ ಡಾ. ಶ್ರೀಹರಿಬಾಬು ಬಿಎಲ್ ಅವರು ನೂತನ ಎಸ್ಪಿ ಜಾಹ್ನವಿಯವರಿಗೆ ಅಧಿಕಾರ ಹಸ್ತಾಂತರ ಮಾಡಿದರು. xyxy=(1038,662,1271,691)
email[interactable]: hospettimes@gmail.com xyxy=(1119,339,1334,357)
lead-headline: ಸರ್ಕಾರಿ, ಖಾಸಗಿ ಕಚೇರಿಗಳಲ್ಲಿ ಆಂತರಿಕ ದೂರು ಸಮಿತಿ ರಚನೆ ಕಡ್ಡಾಯ xyxy=(38,379,742,417)
masthead-rule-top xyxy=(210,330,1344,332)
dam-value: : 80.00 xyxy=(156,1297,206,1313)
film-body-col1 xyxy=(778,1806,1004,2148)
club-continued: >>4 xyxy=(1202,1713,1232,1728)
club-body: ಗ್ರಾಮೀಣ ಭಾಗದಲ್ಲಿ ಆರೋಗ್ಯ ಎಟಿಎಂ ಮಿಷನ್, ಮಿಯಾವಾಕಿ ಕಾಡು ಬೆಳೆಸುವುದು, ಎಲ್ಲ ತಂತ್ರಜ್ಞಾನದಲ್ಲಿ ಶಿಕ್ಷಣ ನೀಡುವ ಮೂಲಕ ಪ್ರತಿ ಶಾಲೆಯನ್ನು ಹ್ಯಾಪಿ ಶಾಲೆಯನ್ನಾಗಿ ಮಾಡುವ ಗುರಿ ಹೊಂದಲಾಗಿದೆ ಎಂದು ಇನ್ನರ್ ವೀಲ್ ನ ರಾಷ್ಟ್ರೀಯ ಅಧ್ಯಕ್ಷೆ ಜ್ಯೋತಿ ಮಹಿಪಾಲ್ ಸಲಹೆ ನೀಡಿದರು. ನಗರದ ಪ್ರಿಯದರ್ಶಿನಿ ಫೈಡ್ಸ್‌ನಲ್ಲಿ ಬುಧವಾರ ಇನ್ನರ್ ವೀಲ್ 316 ರ ಜಿಲ್ಲಾ ಪದಾಧಿಕಾರಿಗಳ ಪದಗ್ರಹಣ ಸಮಾರಂಭದ ಉದ್ಘಾಟನೆ ನೆರವೇರಿಸಿ ಅವರು ಮಾತನಾಡಿದರು. ನಗರ, ಗ್ರಾಮೀಣ ಭಾಗದಲ್ಲಿ ಶುದ್ಧ ಕುಡಿಯುವ ನೀರು ಒದಗಿಸುವ ಕಾರ್ಯ, ಸಮಸ್ತರಿಗೂ ಶಿಕ್ಷಣ ಹಾಗೂ ಆರೋಗ್ಯ ಸೌಲಭ್ಯ ಒದಗಿಸುವ ಗುರಿ ಹೊಂದಲಾಗಿದೆ ಎಂದು ಹೇಳಿದರು. xyxy=(778,1211,1004,1493)
date-kn: 17 ಜುಲೈ 2025 xyxy=(1369,283,1468,300)
club-committee-title: ಜಿಲ್ಲಾ ಸಮಿತಿ : xyxy=(1251,1593,1317,1609)
lead-subhead: ಸಮಿತಿ ಸಭೆಯಲ್ಲಿ ಜಿಲ್ಲಾಧಿಕಾರಿ ಎಂ.ಎಸ್.ದಿವಾಕರ್ ಹೇಳಿಕೆ xyxy=(162,439,618,469)
